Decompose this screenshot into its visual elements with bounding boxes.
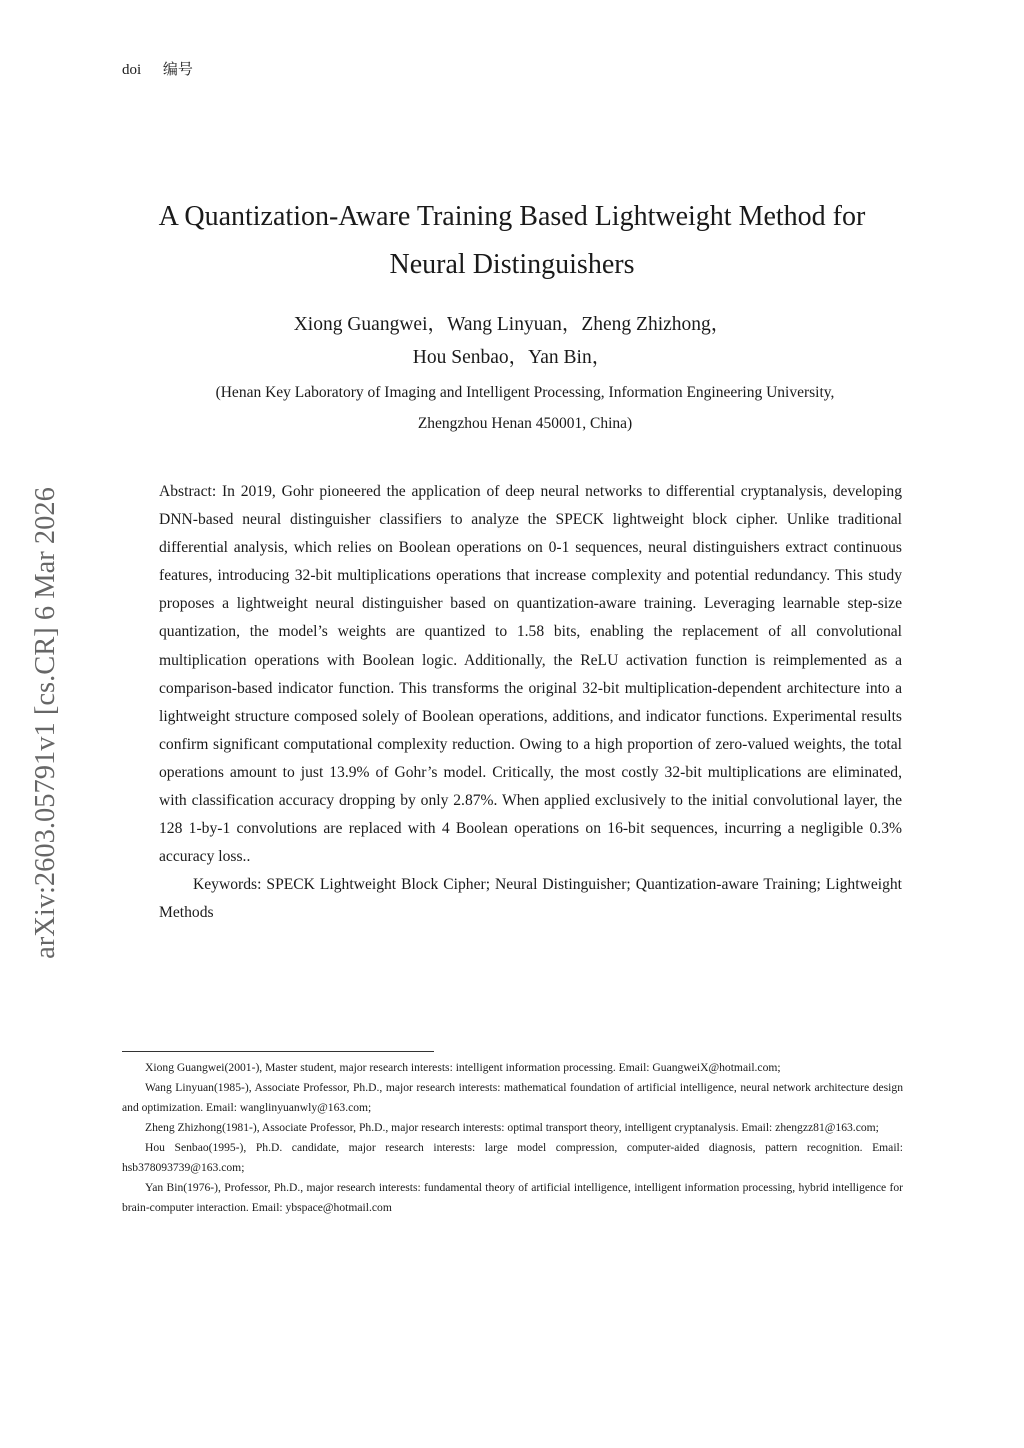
keywords-text: SPECK Lightweight Block Cipher; Neural Distinguisher; Quantization-aware Training; Lightweight Methods <box>159 876 902 922</box>
title-line-1: A Quantization-Aware Training Based Lightweight Method for <box>158 201 866 232</box>
paper-title <box>80 193 944 289</box>
footnote-divider <box>122 1051 434 1052</box>
title-line-2: Neural Distinguishers <box>389 249 635 280</box>
affiliation-line-2: Zhengzhou Henan 450001, China) <box>417 415 633 432</box>
footnote-item: Zheng Zhizhong(1981-), Associate Professor, Ph.D., major research interests: optimal transport theory, intelligent cryptanalysis. Email: zhengzz81@163.com; <box>145 1121 879 1134</box>
abstract-paragraph <box>159 478 902 871</box>
author-list <box>80 308 944 374</box>
abstract-text: In 2019, Gohr pioneered the application of deep neural networks to differential cryptanalysis, developing DNN-based neural distinguisher classifiers to analyze the SPECK lightweight block cipher. Unlike traditional differential analysis, which relies on Boolean operations on 0-1 sequences, neural distinguishers extract continuous features, introducing 32-bit multiplications operations that increase complexity and potential redundancy. This study proposes a lightweight neural distinguisher based on quantization-aware training. Leveraging learnable step-size quantization, the model’s weights are quantized to 1.58 bits, enabling the replacement of all convolutional multiplication operations with Boolean logic. Additionally, the ReLU activation function is reimplemented as a comparison-based indicator function. This transforms the original 32-bit multiplication-dependent architecture into a lightweight structure composed solely of Boolean operations, additions, and indicator functions. Experimental results confirm significant computational complexity reduction. Owing to a high proportion of zero-valued weights, the total operations amount to just 13.9% of Gohr’s model. Critically, the most costly 32-bit multiplications are eliminated, with classification accuracy dropping by only 2.87%. When applied exclusively to the initial convolutional layer, the 128 1-by-1 convolutions are replaced with 4 Boolean operations on 16-bit sequences, incurring a negligible 0.3% accuracy loss.. <box>159 483 903 866</box>
footnote-item: Yan Bin(1976-), Professor, Ph.D., major research interests: fundamental theory of artificial intelligence, intelligent information processing, hybrid intelligence for brain-computer interaction. Email: ybspace@hotmail.com <box>122 1181 903 1214</box>
footnote-item: Hou Senbao(1995-), Ph.D. candidate, major research interests: large model compression, computer-aided diagnosis, pattern recognition. Email: hsb378093739@163.com; <box>122 1141 903 1174</box>
abstract-label: Abstract: <box>159 483 217 500</box>
page-header <box>122 58 193 79</box>
footnote-item: Xiong Guangwei(2001-), Master student, major research interests: intelligent information processing. Email: GuangweiX@hotmail.com; <box>145 1061 781 1074</box>
keywords-paragraph <box>159 871 902 927</box>
authors-line-2: Hou Senbao，Yan Bin， <box>412 347 612 368</box>
footnotes <box>122 1058 903 1218</box>
footnote-item: Wang Linyuan(1985-), Associate Professor, Ph.D., major research interests: mathematical foundation of artificial intelligence, neural network architecture design and optimization. Email: wanglinyuanwly@163.com; <box>122 1081 903 1114</box>
abstract-section <box>159 478 902 928</box>
authors-line-1: Xiong Guangwei，Wang Linyuan，Zheng Zhizhong， <box>293 314 731 335</box>
affiliation-line-1: (Henan Key Laboratory of Imaging and Intelligent Processing, Information Engineering University, <box>215 384 835 401</box>
arxiv-identifier[interactable]: arXiv:2603.05791v1 [cs.CR] 6 Mar 2026 <box>30 487 61 959</box>
keywords-label: Keywords: <box>193 876 262 894</box>
affiliation <box>100 377 950 439</box>
doi-code: 编号 <box>162 62 193 78</box>
doi-label: doi <box>122 62 142 78</box>
